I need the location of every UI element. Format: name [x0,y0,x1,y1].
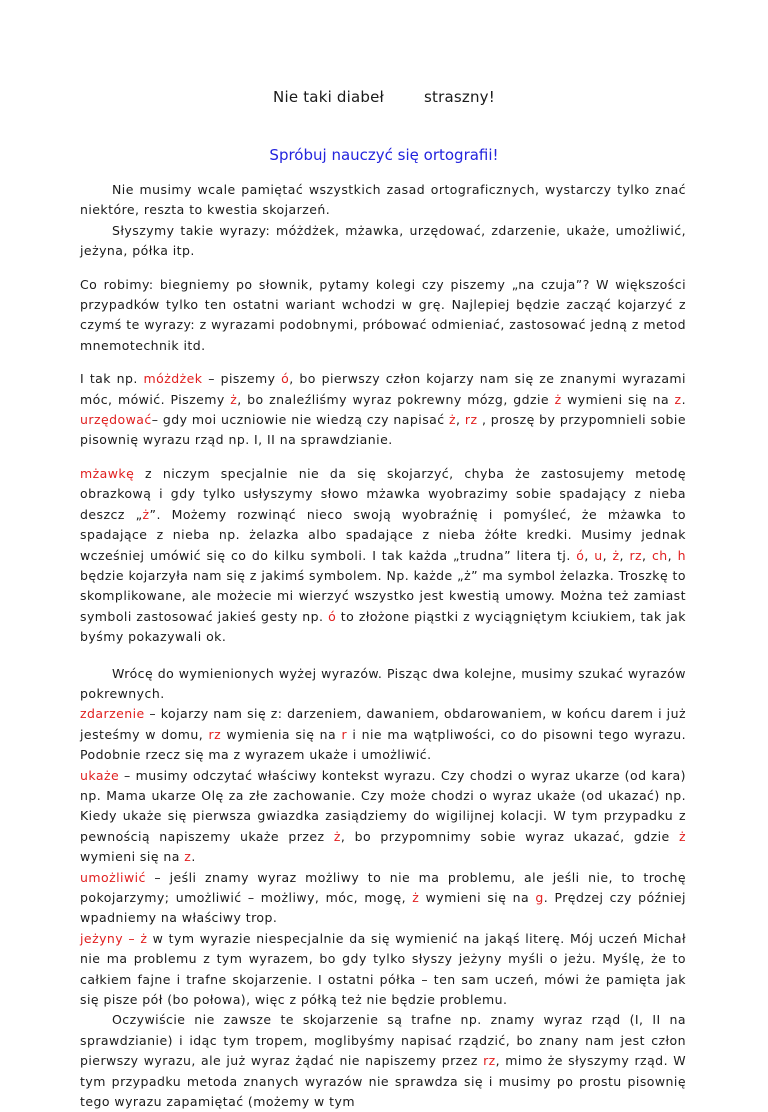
text-run: . [681,391,686,407]
text-run: , mimo że słyszymy rząd. W tym przypadku metoda znanych wyrazów nie sprawdza się i musimy po prostu pisownię tego wyrazu zapamiętać (możemy w tym [80,1053,687,1110]
text-run: , [584,547,595,563]
highlight-letter: rz [629,547,643,563]
paragraph-mzawka [80,464,686,648]
text-run: , [619,547,630,563]
text-run: Oczywiście nie zawsze te skojarzenie są trafne np. znamy wyraz rząd (I, II na sprawdzianie) i idąc tym tropem, moglibyśmy napisać rządzić, bo znany nam jest człon pierwszy wyrazu, ale już wyraz żądać nie napiszemy przez [80,1012,686,1069]
highlight-letter: r [341,726,348,742]
text-run: wymieni się na [80,849,185,865]
paragraph-what-we-do: Co robimy: biegniemy po słownik, pytamy kolegi czy piszemy „na czuja”? W większości przypadków tylko ten ostatni wariant wchodzi w grę. Najlepiej będzie zacząć kojarzyć z czymś te wyrazy: z wyrazami podobnymi, próbować odmieniać, zastosować jedną z metod mnemotechnik itd. [80,276,686,353]
highlight-word: zdarzenie [80,706,145,722]
highlight-letter: rz [208,726,222,742]
text-run: i nie ma wątpliwości, co do pisowni tego wyrazu. Podobnie rzecz się ma z wyrazem ukaże i umożliwić. [80,726,686,763]
paragraph-zdarzenie [80,704,686,765]
paragraph-intro: Nie musimy wcale pamiętać wszystkich zasad ortograficznych, wystarczy tylko znać niektóre, reszta to kwestia skojarzeń. [80,182,686,218]
highlight-letter: ż [142,506,150,522]
text-run: z niczym specjalnie nie da się skojarzyć, chyba że zastosujemy metodę obrazkową i gdy tylko usłyszymy słowo mżawka wyobrazimy sobie spadający z nieba deszcz „ [80,465,686,522]
highlight-letter: ż [449,412,457,428]
highlight-letter: rz [464,412,478,428]
highlight-word: mżawkę [80,465,135,481]
highlight-word: urzędować [80,412,152,428]
paragraph-ukaze [80,766,686,868]
text-run: , proszę by przypomnieli sobie pisownię wyrazu rząd np. I, II na sprawdzianie. [80,412,686,448]
text-run: wymieni się na [561,391,675,407]
highlight-letter: ch [651,547,668,563]
text-run: – gdy moi uczniowie nie wiedzą czy napisać [151,412,450,428]
text-run: , [642,547,652,563]
paragraph-jezyny [80,929,686,1011]
document-body [80,180,686,1112]
highlight-word: móżdżek [143,371,203,387]
text-run: wymienia się na [221,726,342,742]
text-run: – musimy odczytać właściwy kontekst wyrazu. Czy chodzi o wyraz ukarze (od kara) np. Mama ukarze Olę za złe zachowanie. Czy może chodzi o wyraz ukaże (od ukazać) np. Kiedy ukaże się pierwsza gwiazdka zasiądziemy do wigilijnej kolacji. W tym przypadku z pewnością napiszemy ukaże przez [80,767,686,844]
text-run: , bo przypomnimy sobie wyraz ukazać, gdzie [340,828,679,844]
paragraph-return: Wrócę do wymienionych wyżej wyrazów. Pisząc dwa kolejne, musimy szukać wyrazów pokrewnych. [80,665,686,701]
paragraph-rzad [80,1010,686,1112]
paragraph-mozdzek [80,369,686,451]
text-run: będzie kojarzyła nam się z jakimś symbolem. Np. każde „ż” ma symbol żelazka. Troszkę to skomplikowane, ale możecie mi wierzyć wszystko jest kwestią umowy. Można też zamiast symboli zastosować jakieś gesty np. [80,567,686,624]
text-run: , [667,547,678,563]
highlight-letter: rz [483,1053,496,1069]
title-part-1: Nie taki diabeł [273,88,385,106]
highlight-letter: ó [328,608,337,624]
highlight-letter: ż [612,547,620,563]
text-run: , bo znaleźliśmy wyraz pokrewny mózg, gdzie [237,391,555,407]
title-part-2: straszny! [424,88,495,106]
text-run: ”. Możemy rozwinąć nieco swoją wyobraźnię i pomyśleć, że mżawka to spadające z nieba np. żelazka albo spadające z nieba żółte kredki. Musimy jednak wcześniej umówić się co do kilku symboli. I tak każda „trudna” litera tj. [80,506,687,563]
text-run: – jeśli znamy wyraz możliwy to nie ma problemu, ale jeśli nie, to trochę pokojarzymy; umożliwić – możliwy, móc, mogę, [80,869,686,905]
highlight-letter: ż [412,890,420,905]
text-run: wymieni się na [419,890,536,905]
text-run: , [602,547,613,563]
highlight-letter: z [674,391,682,407]
text-run: I tak np. [80,371,144,387]
paragraph-umozliwic [80,868,686,929]
text-run: . [191,849,196,865]
text-run: – kojarzy nam się z: darzeniem, dawaniem, obdarowaniem, w końcu darem i już jesteśmy w domu, [80,706,686,742]
highlight-letter: ż [333,828,341,844]
highlight-word: ukaże [80,767,120,783]
highlight-letter: ż [230,391,238,407]
document-title [0,88,768,106]
highlight-letter: h [677,547,686,563]
highlight-letter: ż [554,391,562,407]
paragraph-examples: Słyszymy takie wyrazy: móżdżek, mżawka, urzędować, zdarzenie, ukaże, umożliwić, jeżyna, półka itp. [80,222,686,259]
highlight-letter: z [184,849,192,865]
text-run: . Prędzej czy później wpadniemy na właściwy trop. [80,890,686,926]
highlight-word: umożliwić [80,869,146,885]
text-run: , bo pierwszy człon kojarzy nam się ze znanymi wyrazami móc, mówić. Piszemy [80,371,686,407]
text-run: , [456,412,465,428]
highlight-letter: ó [281,371,290,387]
highlight-letter: g [535,890,544,905]
highlight-letter: ó [576,547,585,563]
text-run: – piszemy [202,371,282,387]
highlight-letter: u [594,547,603,563]
highlight-word: jeżyny – ż [80,930,148,946]
highlight-letter: ż [678,828,686,844]
text-run: w tym wyrazie niespecjalnie da się wymienić na jakąś literę. Mój uczeń Michał nie ma problemu z tym wyrazem, bo gdy tylko słyszy jeżyny myśli o jeżu. Myślę, że to całkiem fajne i trafne skojarzenie. I ostatni półka – ten sam uczeń, mówi że pamięta jak się pisze pół (bo połowa), więc z półką też nie będzie problemu. [80,930,686,1008]
document-subtitle: Spróbuj nauczyć się ortografii! [269,146,499,164]
text-run: to złożone piąstki z wyciągniętym kciukiem, tak jak byśmy pokazywali ok. [80,608,686,645]
